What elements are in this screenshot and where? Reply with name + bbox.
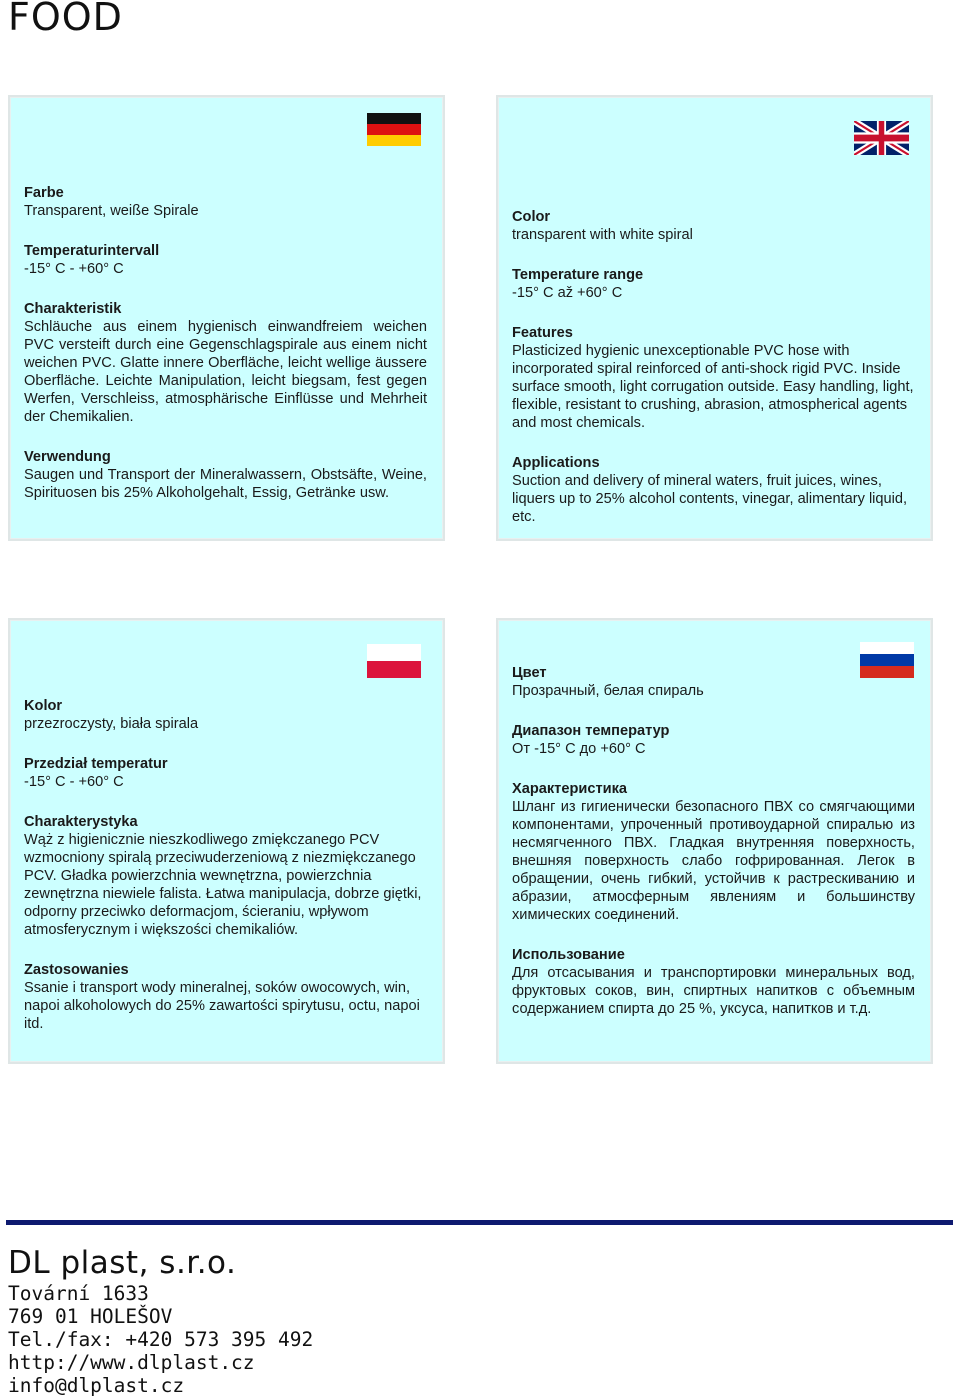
card-polish [8, 618, 445, 1064]
card-polish-content [24, 697, 427, 1055]
section-text: Ssanie i transport wody mineralnej, soków owocowych, win, napoi alkoholowych do 25% zawartości spirytusu, octu, napoi itd. [24, 980, 420, 1032]
section-heading: Farbe [24, 185, 64, 201]
company-info [8, 1244, 313, 1397]
section-applications [24, 448, 427, 502]
section-heading: Applications [512, 455, 600, 471]
section-text: Прозрачный, белая спираль [512, 683, 704, 699]
section-heading: Цвет [512, 665, 547, 681]
card-russian [496, 618, 933, 1064]
section-heading: Charakteristik [24, 301, 122, 317]
section-text: przezroczysty, biała spirala [24, 716, 199, 732]
uk-flag-icon [854, 121, 909, 155]
section-color [512, 208, 915, 244]
section-heading: Temperaturintervall [24, 243, 160, 259]
page-title: FOOD [8, 0, 123, 39]
card-russian-content [512, 664, 915, 1040]
section-features [512, 324, 915, 432]
section-temperature [24, 755, 427, 791]
section-text: transparent with white spiral [512, 227, 693, 243]
section-color [512, 664, 915, 700]
section-heading: Przedział temperatur [24, 756, 168, 772]
footer-divider [6, 1220, 953, 1225]
section-features [24, 813, 427, 939]
company-email-link[interactable]: info@dlplast.cz [8, 1374, 185, 1397]
section-text: Schläuche aus einem hygienisch einwandfreiem weichen PVC versteift durch eine Gegenschlagspirale aus einem nicht weichen PVC. Glatte innere Oberfläche, leicht wellige äussere Oberfläche. Leichte Manipulation, leicht biegsam, fest gegen Werfen, Verschleiss, atmosphärische Einflüsse und Mehrheit der Chemikalien. [24, 319, 427, 425]
card-german [8, 95, 445, 541]
section-features [512, 780, 915, 924]
company-city: 769 01 HOLEŠOV [8, 1305, 173, 1328]
section-text: Saugen und Transport der Mineralwassern, Obstsäfte, Weine, Spirituosen bis 25% Alkoholgehalt, Essig, Getränke usw. [24, 467, 427, 501]
section-text: -15° C až +60° C [512, 285, 623, 301]
section-heading: Характеристика [512, 781, 627, 797]
section-heading: Color [512, 209, 551, 225]
card-german-content [24, 184, 427, 524]
section-text: -15° C - +60° C [24, 774, 124, 790]
section-features [24, 300, 427, 426]
section-temperature [24, 242, 427, 278]
section-heading: Диапазон температур [512, 723, 670, 739]
card-english [496, 95, 933, 541]
section-heading: Temperature range [512, 267, 644, 283]
section-heading: Verwendung [24, 449, 111, 465]
section-text: Шланг из гигиенически безопасного ПВХ со смягчающими компонентами, упроченный противоударной спиралью из несмягченного ПВХ. Гладкая внутренняя поверхность, внешняя поверхность слабо гофрированная. Легок в обращении, очень гибкий, устойчив к растрескиванию и абразии, атмосферным явлениям и большинству химических соединений. [512, 799, 915, 923]
section-text: Plasticized hygienic unexceptionable PVC hose with incorporated spiral reinforced of anti-shock rigid PVC. Inside surface smooth, light corrugation outside. Easy handling, light, flexible, resistant to crushing, abrasion, atmospherical agents and most chemicals. [512, 343, 914, 431]
section-text: Для отсасывания и транспортировки минеральных вод, фруктовых соков, вин, спиртных напитков с объемным содержанием спирта до 25 %, уксуса, напитков и т.д. [512, 965, 915, 1017]
section-text: Transparent, weiße Spirale [24, 203, 199, 219]
section-text: -15° C - +60° C [24, 261, 124, 277]
section-temperature [512, 722, 915, 758]
section-color [24, 184, 427, 220]
section-heading: Zastosowanies [24, 962, 129, 978]
section-applications [512, 946, 915, 1018]
section-applications [512, 454, 915, 526]
poland-flag-icon [367, 644, 421, 678]
section-heading: Features [512, 325, 573, 341]
section-color [24, 697, 427, 733]
section-text: Wąż z higienicznie nieszkodliwego zmiękczanego PCV wzmocniony spiralą przeciwuderzeniową z niezmiękczanego PCV. Gładka powierzchnia wewnętrzna, powierzchnia zewnętrzna niewiele falista. Łatwa manipulacja, dobrze giętki, odporny przeciwko deformacjom, ścieraniu, wpływom atmosferycznym i większości chemikaliów. [24, 832, 422, 938]
card-english-content [512, 208, 915, 548]
section-applications [24, 961, 427, 1033]
section-heading: Kolor [24, 698, 63, 714]
section-text: От -15° C до +60° C [512, 741, 646, 757]
section-temperature [512, 266, 915, 302]
company-phone: Tel./fax: +420 573 395 492 [8, 1328, 314, 1351]
company-street: Tovární 1633 [8, 1282, 149, 1305]
company-name: DL plast, s.r.o. [8, 1245, 237, 1281]
section-text: Suction and delivery of mineral waters, fruit juices, wines, liquers up to 25% alcohol contents, vinegar, alimentary liquid, etc. [512, 473, 908, 525]
germany-flag-icon [367, 113, 421, 146]
company-website-link[interactable]: http://www.dlplast.cz [8, 1351, 255, 1374]
section-heading: Использование [512, 947, 625, 963]
section-heading: Charakterystyka [24, 814, 138, 830]
